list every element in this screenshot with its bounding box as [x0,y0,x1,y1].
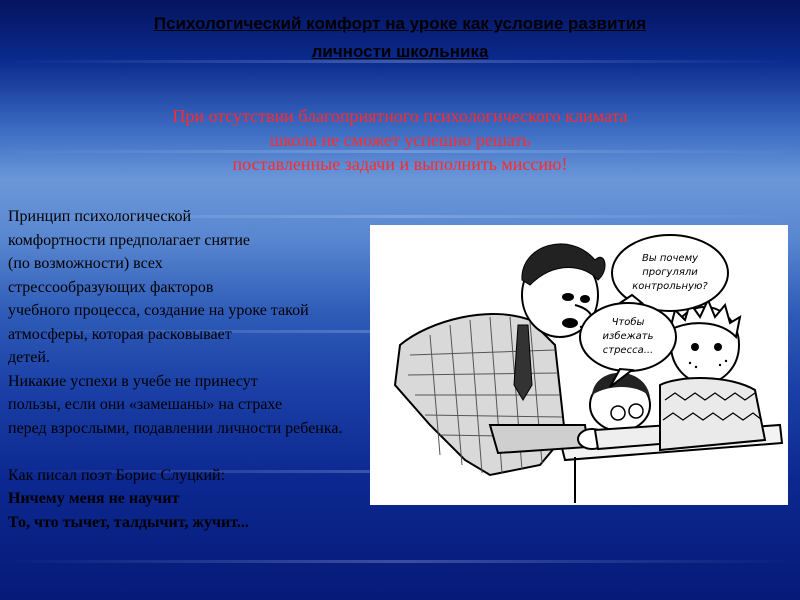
bubble-2-line: стресса... [602,345,654,356]
body-text [8,205,478,534]
bubble-1-line: контрольную? [632,281,708,292]
title-line: Психологический комфорт на уроке как условие развития [153,14,647,33]
slide-title [20,10,780,66]
bubble-1-line: прогуляли [642,267,698,278]
body-line: атмосферы, которая расковывает [8,325,232,343]
spacer [8,440,478,464]
bubble-2-line: избежать [602,331,654,342]
bubble-2-line: Чтобы [611,317,645,328]
body-line: учебного процесса, создание на уроке такой [8,302,309,319]
body-line: пользы, если они «замешаны» на страхе [8,396,283,413]
body-line: детей. [8,349,50,366]
slide-subtitle [20,104,780,176]
body-line: комфортности предполагает снятие [8,231,251,249]
body-line: Никакие успехи в учебе не принесут [8,372,258,390]
title-line: личности школьника [311,42,489,61]
body-line: перед взрослыми, подавлении личности ребенка. [8,419,343,437]
quote-line: То, что тычет, талдычит, жучит... [8,513,249,531]
bubble-1-line: Вы почему [641,253,699,264]
subtitle-line: При отсутствии благоприятного психологического климата [172,106,628,126]
quote-line: Ничему меня не научит [8,490,180,507]
subtitle-line: школа не сможет успешно решать [269,130,531,150]
quote-intro: Как писал поэт Борис Слуцкий: [8,466,226,484]
body-line: Принцип психологической [8,208,192,225]
body-line: (по возможности) всех [8,255,163,272]
subtitle-line: поставленные задачи и выполнить миссию! [232,154,568,174]
body-line: стрессообразующих факторов [8,278,214,296]
